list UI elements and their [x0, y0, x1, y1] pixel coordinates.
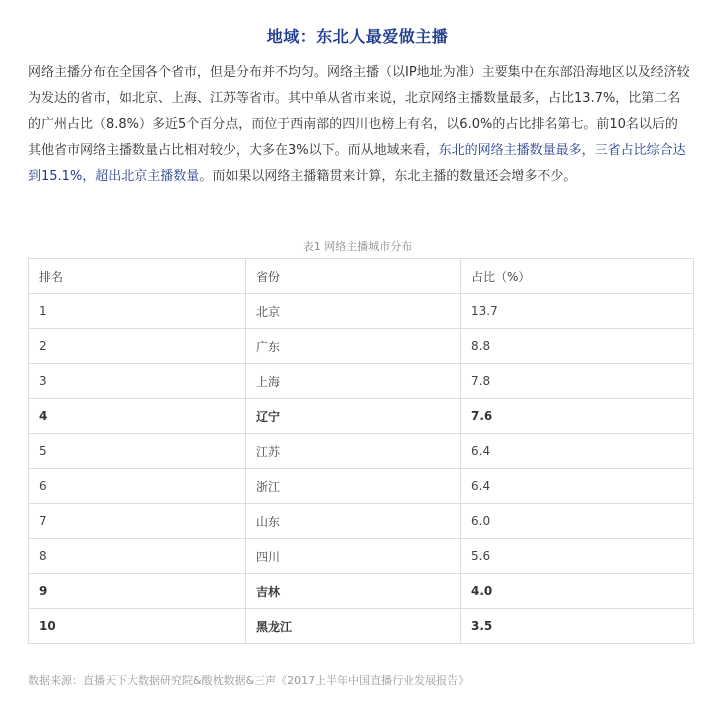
share-cell: 4.0 [461, 574, 694, 609]
province-cell: 山东 [246, 504, 461, 539]
header-rank: 排名 [29, 259, 246, 294]
table-row [29, 469, 694, 504]
table-row [29, 364, 694, 399]
province-cell: 浙江 [246, 469, 461, 504]
highlighted-text: 东北的网络主播数量最多，三省占比综合达到15.1%，超出北京主播数量 [28, 143, 686, 184]
province-cell: 广东 [246, 329, 461, 364]
table-row [29, 574, 694, 609]
share-cell: 5.6 [461, 539, 694, 574]
table-row [29, 539, 694, 574]
table-row [29, 329, 694, 364]
rank-cell: 6 [29, 469, 246, 504]
rank-cell: 8 [29, 539, 246, 574]
province-cell: 四川 [246, 539, 461, 574]
province-cell: 黑龙江 [246, 609, 461, 644]
data-source-note: 数据来源：直播天下大数据研究院&酸枕数据&三声《2017上半年中国直播行业发展报告》 [28, 674, 470, 687]
table-row [29, 609, 694, 644]
rank-cell: 4 [29, 399, 246, 434]
province-cell: 江苏 [246, 434, 461, 469]
share-cell: 3.5 [461, 609, 694, 644]
share-cell: 7.8 [461, 364, 694, 399]
table-header-row [29, 259, 694, 294]
rank-cell: 7 [29, 504, 246, 539]
rank-cell: 5 [29, 434, 246, 469]
share-cell: 8.8 [461, 329, 694, 364]
paragraph-text-end: 。而如果以网络主播籍贯来计算，东北主播的数量还会增多不少。 [199, 169, 577, 184]
rank-cell: 3 [29, 364, 246, 399]
table-row [29, 434, 694, 469]
table-row [29, 504, 694, 539]
rank-cell: 9 [29, 574, 246, 609]
table-row [29, 399, 694, 434]
province-cell: 北京 [246, 294, 461, 329]
province-cell: 辽宁 [246, 399, 461, 434]
share-cell: 13.7 [461, 294, 694, 329]
section-title: 地域：东北人最爱做主播 [266, 27, 449, 46]
city-distribution-table [28, 258, 694, 644]
share-cell: 6.0 [461, 504, 694, 539]
header-share: 占比（%） [461, 259, 694, 294]
paragraph-text: 网络主播分布在全国各个省市，但是分布并不均匀。网络主播（以IP地址为准）主要集中在东部沿海地区以及经济较为发达的省市，如北京、上海、江苏等省市。其中单从省市来说，北京网络主播数量最多，占比13.7%，比第二名的广州占比（8.8%）多近5个百分点，而位于西南部的四川也榜上有名，以6.0%的占比排名第七。前10名以后的其他省市网络主播数量占比相对较少，大多在3%以下。而从地域来看， [28, 65, 690, 158]
header-province: 省份 [246, 259, 461, 294]
rank-cell: 10 [29, 609, 246, 644]
rank-cell: 1 [29, 294, 246, 329]
province-cell: 上海 [246, 364, 461, 399]
table-row [29, 294, 694, 329]
share-cell: 7.6 [461, 399, 694, 434]
rank-cell: 2 [29, 329, 246, 364]
table-caption: 表1 网络主播城市分布 [302, 240, 413, 253]
share-cell: 6.4 [461, 434, 694, 469]
province-cell: 吉林 [246, 574, 461, 609]
share-cell: 6.4 [461, 469, 694, 504]
body-paragraph [28, 60, 690, 190]
table-body [29, 259, 694, 644]
